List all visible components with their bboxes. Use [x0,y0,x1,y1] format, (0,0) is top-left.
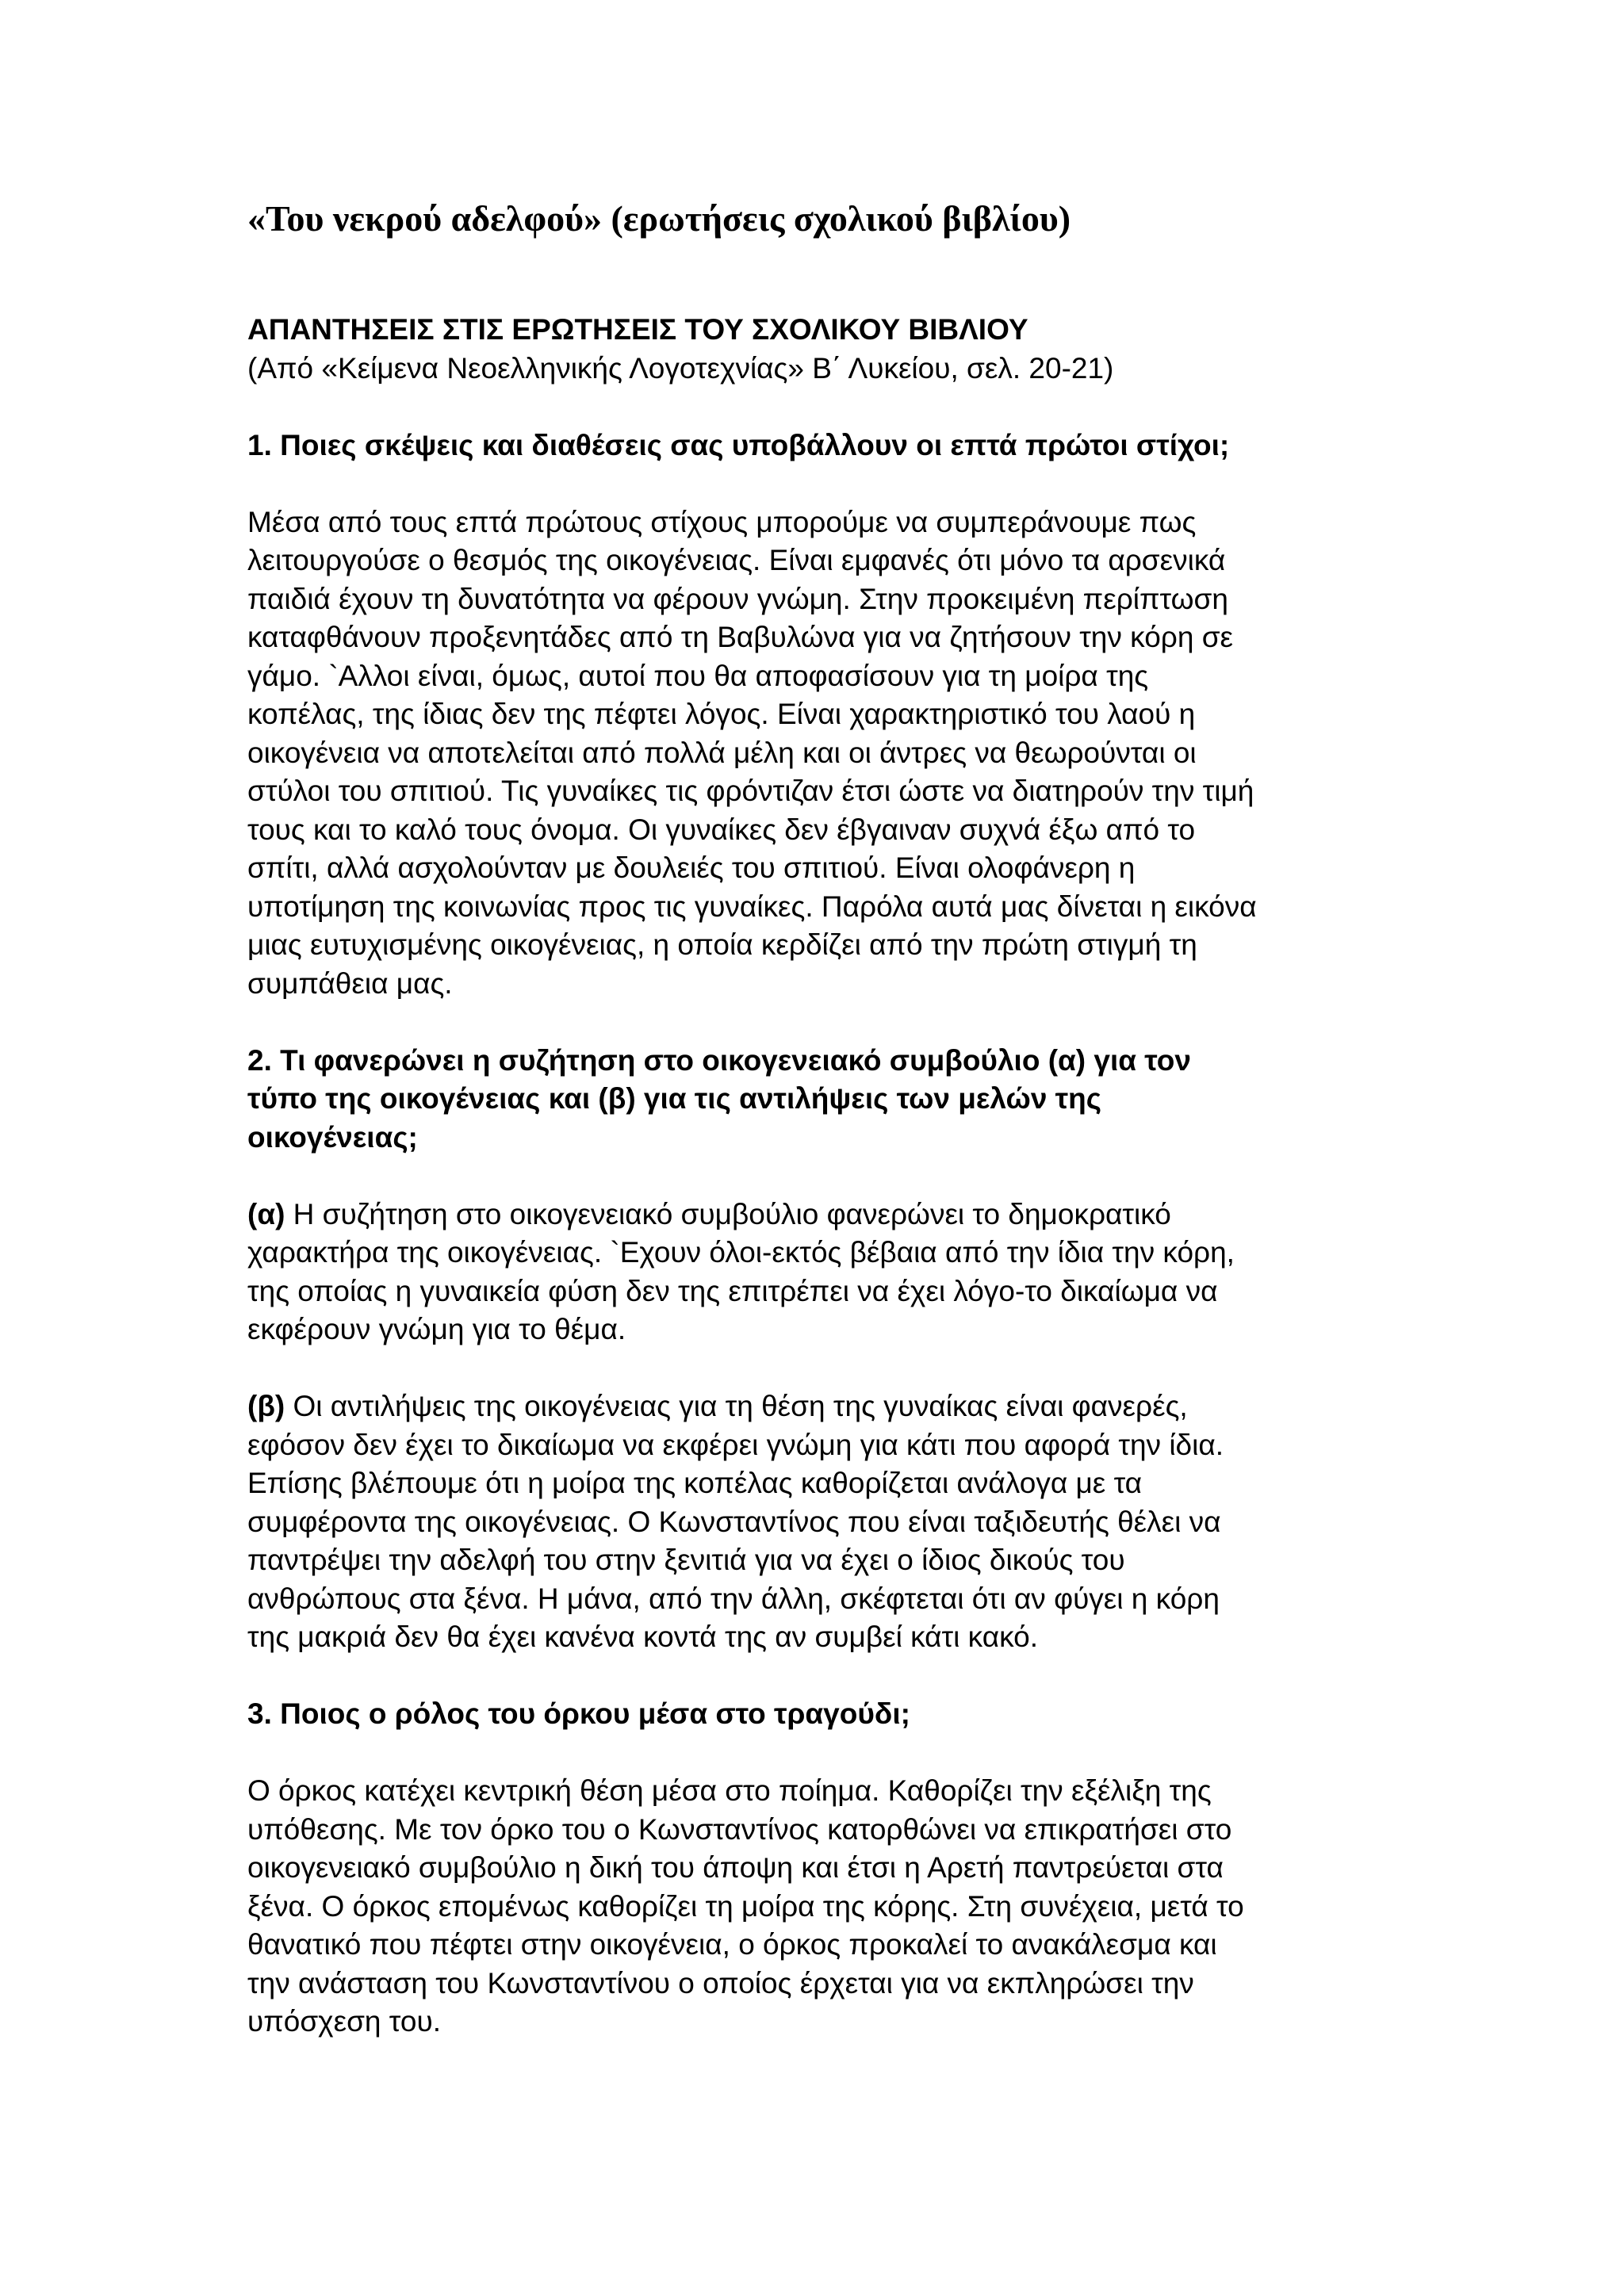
question-2 [247,1042,1405,1158]
answer-line: υπόσχεση του. [247,2005,441,2038]
spacer [247,1003,1405,1042]
answer-line: της μακριά δεν θα έχει κανένα κοντά της αν συμβεί κάτι κακό. [247,1621,1039,1653]
answer-line: συμπάθεια μας. [247,966,453,1000]
spacer [247,1657,1405,1696]
spacer [247,1734,1405,1773]
answer-line: παντρέψει την αδελφή του στην ξενιτιά για να έχει ο ίδιος δικούς του [247,1544,1125,1576]
spacer [247,465,1405,503]
answer-line: εκφέρουν γνώμη για το θέμα. [247,1313,626,1345]
answer-line: της οποίας η γυναικεία φύση δεν της επιτρέπει να έχει λόγο-το δικαίωμα να [247,1274,1218,1307]
answer-line: καταφθάνουν προξενητάδες από τη Βαβυλώνα για να ζητήσουν την κόρη σε [247,621,1234,653]
answer-line: κοπέλας, της ίδιας δεν της πέφτει λόγος. Είναι χαρακτηριστικό του λαού η [247,698,1196,730]
answer-line: θανατικό που πέφτει στην οικογένεια, ο όρκος προκαλεί το ανακάλεσμα και [247,1928,1217,1961]
answer-line: παιδιά έχουν τη δυνατότητα να φέρουν γνώμη. Στην προκειμένη περίπτωση [247,582,1228,615]
answer-line: τους και το καλό τους όνομα. Οι γυναίκες δεν έβγαιναν συχνά έξω από το [247,813,1196,846]
answer-line: οικογένεια να αποτελείται από πολλά μέλη και οι άντρες να θεωρούνται οι [247,736,1197,769]
answer-text: Οι αντιλήψεις της οικογένειας για τη θέση της γυναίκας είναι φανερές, [285,1390,1188,1422]
source-line: (Από «Κείμενα Νεοελληνικής Λογοτεχνίας» Β΄ Λυκείου, σελ. 20-21) [247,351,1114,385]
question-1: 1. Ποιες σκέψεις και διαθέσεις σας υποβάλλουν οι επτά πρώτοι στίχοι; [247,428,1230,461]
answer-line: ανθρώπους στα ξένα. Η μάνα, από την άλλη, σκέφτεται ότι αν φύγει η κόρη [247,1582,1220,1615]
spacer [247,1157,1405,1196]
answer-line: ξένα. Ο όρκος επομένως καθορίζει τη μοίρα της κόρης. Στη συνέχεια, μετά το [247,1889,1244,1923]
answer-line: χαρακτήρα της οικογένειας. `Εχουν όλοι-εκτός βέβαια από την ίδια την κόρη, [247,1236,1235,1269]
answer-line: υπόθεσης. Με τον όρκο του ο Κωνσταντίνος κατορθώνει να επικρατήσει στο [247,1812,1232,1846]
question-line: οικογένειας; [247,1120,418,1154]
answer-line: στύλοι του σπιτιού. Τις γυναίκες τις φρόντιζαν έτσι ώστε να διατηρούν την τιμή [247,775,1254,807]
section-heading: ΑΠΑΝΤΗΣΕΙΣ ΣΤΙΣ ΕΡΩΤΗΣΕΙΣ ΤΟΥ ΣΧΟΛΙΚΟΥ ΒΙΒΛΙΟΥ [247,313,1028,346]
answer-line: την ανάσταση του Κωνσταντίνου ο οποίος έρχεται για να εκπληρώσει την [247,1966,1194,1999]
answer-line: οικογενειακό συμβούλιο η δική του άποψη και έτσι η Αρετή παντρεύεται στα [247,1851,1224,1884]
document-title: «Του νεκρού αδελφού» (ερωτήσεις σχολικού βιβλίου) [247,198,1071,239]
answer-line: λειτουργούσε ο θεσμός της οικογένειας. Είναι εμφανές ότι μόνο τα αρσενικά [247,544,1226,576]
answer-3 [247,1772,1405,2042]
question-line: τύπο της οικογένειας και (β) για τις αντιλήψεις των μελών της [247,1082,1102,1115]
answer-line-first [247,1387,1405,1426]
answer-line: εφόσον δεν έχει το δικαίωμα να εκφέρει γνώμη για κάτι που αφορά την ίδια. [247,1428,1224,1461]
answer-line: μιας ευτυχισμένης οικογένειας, η οποία κερδίζει από την πρώτη στιγμή τη [247,928,1197,961]
answer-line: σπίτι, αλλά ασχολούνταν με δουλειές του σπιτιού. Είναι ολοφάνερη η [247,851,1136,884]
spacer [247,388,1405,427]
answer-line: Ο όρκος κατέχει κεντρική θέση μέσα στο ποίημα. Καθορίζει την εξέλιξη της [247,1774,1212,1807]
answer-line: υποτίμηση της κοινωνίας προς τις γυναίκες. Παρόλα αυτά μας δίνεται η εικόνα [247,890,1257,923]
question-line: 2. Τι φανερώνει η συζήτηση στο οικογενειακό συμβούλιο (α) για τον [247,1043,1191,1077]
answer-label-a: (α) [247,1197,285,1230]
document-body [247,311,1405,2042]
answer-line: Επίσης βλέπουμε ότι η μοίρα της κοπέλας καθορίζεται ανάλογα με τα [247,1467,1143,1499]
answer-line: γάμο. `Αλλοι είναι, όμως, αυτοί που θα αποφασίσουν για τη μοίρα της [247,659,1149,692]
answer-2a [247,1196,1405,1349]
spacer [247,1349,1405,1388]
answer-line: Μέσα από τους επτά πρώτους στίχους μπορούμε να συμπεράνουμε πως [247,505,1197,538]
answer-1 [247,503,1405,1004]
answer-label-b: (β) [247,1390,285,1422]
question-3: 3. Ποιος ο ρόλος του όρκου μέσα στο τραγούδι; [247,1697,910,1730]
answer-line-first [247,1196,1405,1234]
answer-text: Η συζήτηση στο οικογενειακό συμβούλιο φανερώνει το δημοκρατικό [285,1197,1171,1230]
answer-2b [247,1387,1405,1657]
answer-line: συμφέροντα της οικογένειας. Ο Κωνσταντίνος που είναι ταξιδευτής θέλει να [247,1505,1221,1538]
